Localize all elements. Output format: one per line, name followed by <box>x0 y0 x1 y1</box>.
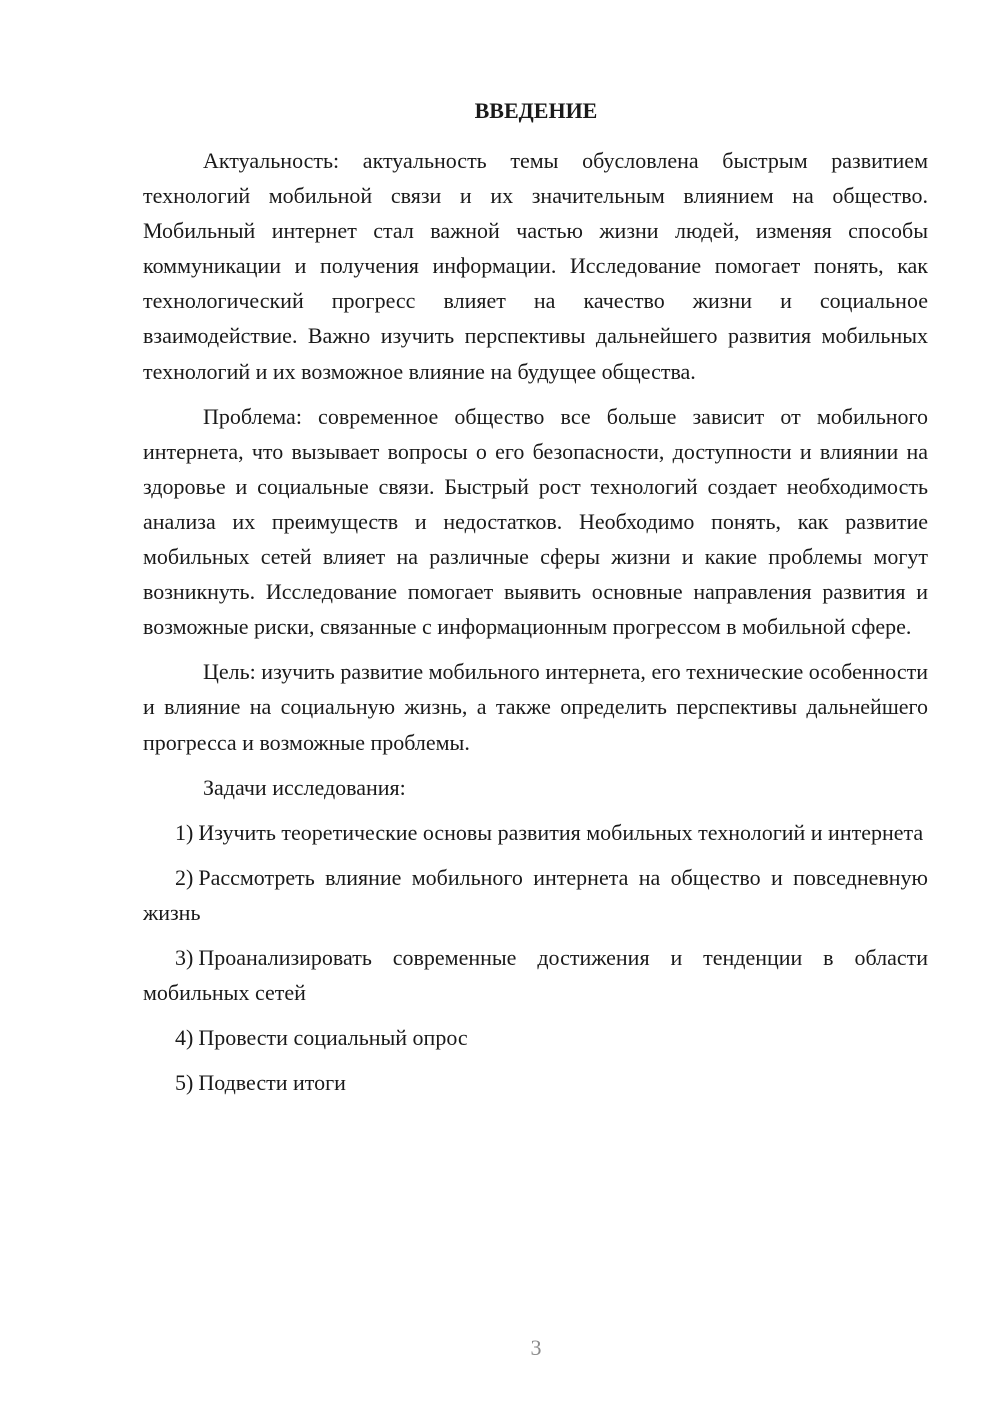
task-item <box>143 815 928 850</box>
task-number: 1) <box>175 819 194 845</box>
page-number: 3 <box>530 1335 542 1360</box>
tasks-intro: Задачи исследования: <box>203 774 406 800</box>
task-text: Провести социальный опрос <box>198 1025 468 1051</box>
task-item <box>143 940 928 1010</box>
task-item <box>143 860 928 930</box>
task-item <box>143 1020 928 1055</box>
task-text: Проанализировать современные достижения и тенденции в области мобильных сетей <box>143 944 928 1006</box>
relevance-paragraph: Актуальность: актуальность темы обусловлена быстрым развитием технологий мобильной связи и их значительным влиянием на общество. Мобильный интернет стал важной частью жизни людей, изменяя способы коммуникации и получения информации. Исследование помогает понять, как технологический прогресс влияет на качество жизни и социальное взаимодействие. Важно изучить перспективы дальнейшего развития мобильных технологий и их возможное влияние на будущее общества. <box>143 148 928 384</box>
task-number: 5) <box>175 1070 194 1096</box>
goal-paragraph: Цель: изучить развитие мобильного интернета, его технические особенности и влияние на социальную жизнь, а также определить перспективы дальнейшего прогресса и возможные проблемы. <box>143 659 928 755</box>
task-number: 3) <box>175 944 194 970</box>
task-number: 2) <box>175 864 194 890</box>
task-text: Рассмотреть влияние мобильного интернета на общество и повседневную жизнь <box>143 864 928 925</box>
problem-paragraph: Проблема: современное общество все больше зависит от мобильного интернета, что вызывает вопросы о его безопасности, доступности и влиянии на здоровье и социальные связи. Быстрый рост технологий создает необходимость анализа их преимуществ и недостатков. Необходимо понять, как развитие мобильных сетей влияет на различные сферы жизни и какие проблемы могут возникнуть. Исследование помогает выявить основные направления развития и возможные риски, связанные с информационным прогрессом в мобильной сфере. <box>143 403 928 640</box>
task-item <box>143 1065 928 1100</box>
document-body <box>143 143 928 1110</box>
task-text: Изучить теоретические основы развития мобильных технологий и интернета <box>198 819 924 845</box>
section-heading: ВВЕДЕНИЕ <box>474 98 598 123</box>
task-text: Подвести итоги <box>198 1070 346 1096</box>
task-number: 4) <box>175 1025 194 1051</box>
